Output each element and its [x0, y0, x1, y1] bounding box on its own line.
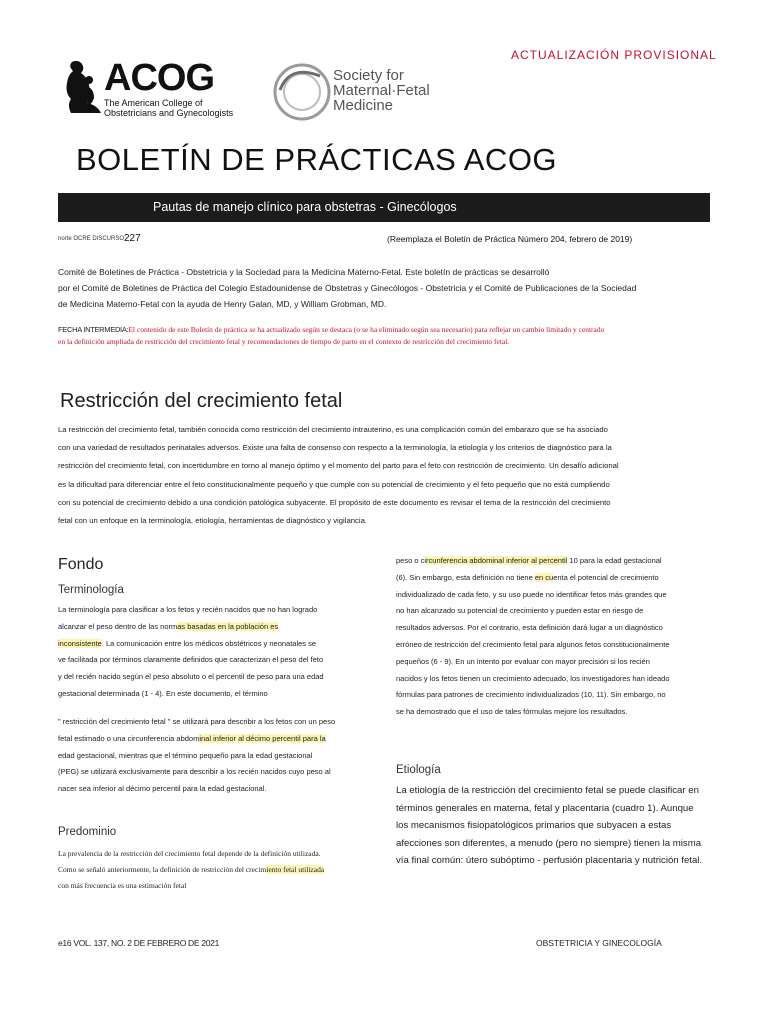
heading-fondo: Fondo [58, 556, 104, 573]
text-line: " restricción del crecimiento fetal " se utilizará para describir a los fetos con un peso [58, 717, 336, 726]
text-segment: (6). Sin embargo, esta definición no tiene [396, 572, 535, 582]
text-line: erróneo de restricción del crecimiento fetal para algunos fetos constitucionalmente [396, 639, 670, 649]
text-segment: 10 para la edad gestacional [567, 556, 662, 565]
acog-subtitle [104, 98, 233, 118]
prevalence-paragraph [58, 846, 378, 894]
etiology-paragraph [396, 782, 726, 870]
heading-etiologia: Etiología [396, 764, 441, 776]
text-segment: peso o ci [396, 556, 427, 565]
highlighted-text: iento fetal utilizada [266, 865, 325, 874]
section-heading: Restricción del crecimiento fetal [60, 390, 343, 412]
text-line: se ha demostrado que el uso de tales fórmulas mejore los resultados. [396, 707, 628, 717]
highlighted-text: en cu [534, 572, 554, 582]
acog-subtitle-line: The American College of [104, 98, 203, 108]
text-line: La etiología de la restricción del crecimiento fetal se puede clasificar en [396, 785, 699, 796]
interim-text: El contenido de este Boletín de práctica se ha actualizado según se destaca (o se ha eliminado según sea necesario) para reflejar un cambio limitado y centrado [128, 325, 605, 334]
committee-line: por el Comité de Boletines de Práctica del Colegio Estadounidense de Obstetras y Ginecólogos - Obstetricia y el Comité de Publicaciones de la Sociedad [58, 283, 637, 293]
text-line: y del recién nacido según el peso absoluto o el percentil de peso para una edad [58, 672, 324, 682]
replaces-note: (Reemplaza el Boletín de Práctica Número 204, febrero de 2019) [387, 234, 633, 244]
highlighted-text: inconsistente [58, 638, 102, 648]
interim-text: en la definición ampliada de restricción del crecimiento fetal y recomendaciones de tiempo de parto en el contexto de restricción del crecimiento fetal. [58, 336, 510, 346]
smfm-line: Society for [333, 67, 404, 84]
committee-line: Comité de Boletines de Práctica - Obstetricia y la Sociedad para la Medicina Materno-Fetal. Este boletín de prácticas se desarrolló [58, 267, 550, 277]
text-line: los mecanismos fisiopatológicos primarios que subyacen a estas [396, 820, 672, 831]
text-line: nacidos y los fetos tienen un crecimiento adecuado, los investigadores han ideado [396, 673, 670, 683]
text-line: vía final común: útero subóptimo - perfusión placentaria y nutrición fetal. [396, 855, 703, 866]
acog-mother-child-logo-icon [58, 58, 104, 120]
page-title: BOLETÍN DE PRÁCTICAS ACOG [76, 142, 558, 177]
acog-wordmark: ACOG [104, 57, 214, 99]
text-segment: . La comunicación entre los médicos obstétricos y neonatales se [101, 638, 317, 648]
text-line: no han alcanzado su potencial de crecimiento y pueden estar en riesgo de [396, 606, 644, 616]
smfm-wordmark [333, 68, 430, 113]
text-line: nacer sea inferior al décimo percentil para la edad gestacional. [58, 784, 267, 794]
terminology-paragraph [58, 602, 378, 703]
acog-subtitle-line: Obstetricians and Gynecologists [104, 108, 234, 118]
text-line: términos generales en materna, fetal y placentaria (cuadro 1). Aunque [396, 802, 694, 814]
text-line: afecciones son diferentes, a menudo (pero no siempre) tienen la misma [396, 837, 702, 849]
text-segment: enta el potencial de crecimiento [553, 572, 659, 582]
footer-citation: e16 VOL. 137, NO. 2 DE FEBRERO DE 2021 [58, 938, 220, 948]
text-line: resultados adversos. Por el contrario, esta definición dará lugar a un diagnóstico [396, 623, 663, 633]
text-segment: fetal estimado o una circunferencia abdom [58, 733, 200, 743]
text-line: (PEG) se utilizará exclusivamente para describir a los recién nacidos cuyo peso al [58, 767, 331, 777]
definition-limitations-paragraph [396, 553, 716, 721]
intro-line: La restricción del crecimiento fetal, también conocida como restricción del crecimiento intrauterino, es una complicación común del embarazo que se ha asociado [58, 425, 608, 434]
interim-label: FECHA INTERMEDIA: [58, 325, 129, 334]
provisional-update-label: ACTUALIZACIÓN PROVISIONAL [511, 48, 717, 62]
text-line: La terminología para clasificar a los fetos y recién nacidos que no han logrado [58, 605, 318, 614]
highlighted-text: as basadas en la población es [177, 621, 279, 631]
text-line: fórmulas para patrones de crecimiento individualizados (10, 11). Sin embargo, no [396, 690, 666, 700]
text-line: gestacional determinada (1 - 4). En este documento, el término [58, 688, 268, 698]
text-segment: alcanzar el peso dentro de las norm [58, 621, 178, 631]
highlighted-text: rcunferencia abdominal inferior al percentil [426, 556, 568, 565]
text-line: individualizado de cada feto, y su uso puede no identificar fetos más grandes que [396, 589, 667, 599]
text-segment: Como se señaló anteriormente, la definición de restricción del crecim [58, 865, 267, 874]
text-line: con más frecuencia es una estimación fetal [58, 881, 187, 890]
heading-predominio: Predominio [58, 826, 117, 838]
text-line: edad gestacional, mientras que el término pequeño para la edad gestacional [58, 750, 313, 760]
banner-text: Pautas de manejo clínico para obstetras - Ginecólogos [153, 200, 457, 214]
bulletin-number: 227 [124, 233, 141, 244]
bulletin-number-prefix: norte OCRE DISCURSO [58, 236, 125, 242]
intro-line: fetal con un enfoque en la terminología, etiología, herramientas de diagnóstico y vigilancia. [58, 516, 367, 526]
intro-line: restricción del crecimiento fetal, con incertidumbre en torno al manejo óptimo y el momento del parto para el feto con restricción de crecimiento. Un desafío adicional [58, 461, 619, 471]
heading-terminologia: Terminología [58, 584, 124, 596]
footer-journal: OBSTETRICIA Y GINECOLOGÍA [536, 938, 662, 948]
smfm-circle-logo-icon [272, 60, 332, 124]
intro-paragraph [58, 421, 718, 530]
text-line: pequeños (6 - 9). En un intento por evaluar con mayor precisión si los recién [396, 656, 650, 666]
smfm-line: Medicine [333, 97, 394, 114]
interim-update-note [58, 324, 718, 347]
intro-line: con una variedad de resultados perinatales adversos. Existe una falta de consenso con respecto a la terminología, la etiología y los criterios de diagnóstico para la [58, 443, 612, 453]
committee-credits [58, 264, 718, 312]
text-line: La prevalencia de la restricción del crecimiento fetal depende de la definición utilizada. [58, 849, 321, 858]
intro-line: es la dificultad para diferenciar entre el feto constitucionalmente pequeño y que cumple con su potencial de crecimiento y el feto pequeño que no está cumpliendo [58, 479, 610, 489]
restriction-definition-paragraph [58, 714, 378, 798]
text-line: ve facilitada por términos claramente definidos que caracterizan el peso del feto [58, 655, 324, 665]
intro-line: con su potencial de crecimiento debido a una condición patológica subyacente. El propósito de este documento es revisar el tema de la restricción del crecimiento [58, 497, 611, 507]
highlighted-text: inal inferior al décimo percentil para la [199, 733, 326, 743]
committee-line: de Medicina Materno-Fetal con la ayuda de Henry Galan, MD, y William Grobman, MD. [58, 299, 387, 309]
smfm-line: Maternal·Fetal [333, 82, 430, 99]
